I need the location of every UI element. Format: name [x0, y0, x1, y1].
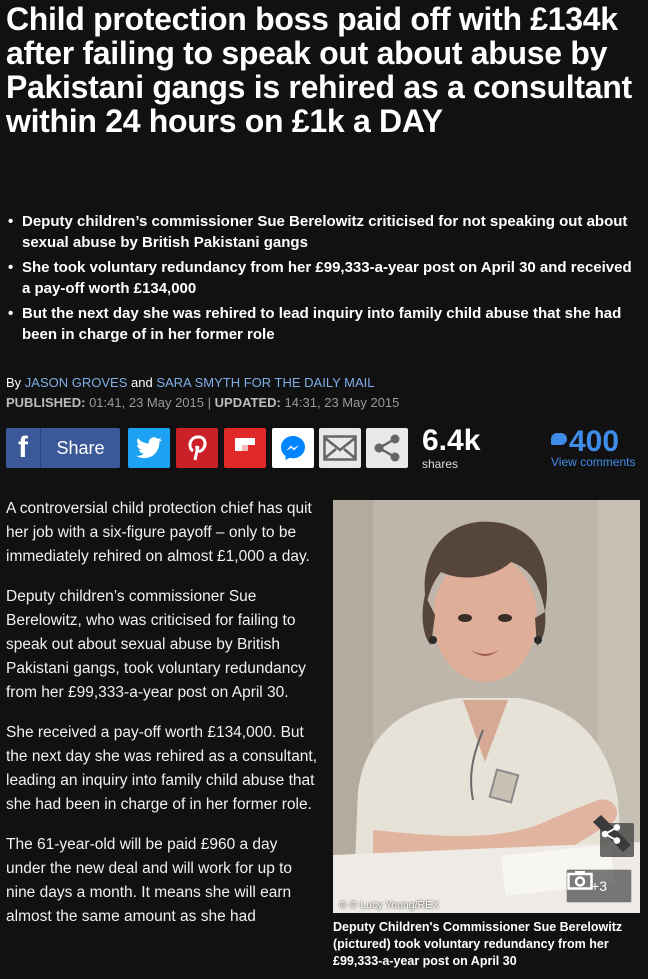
messenger-share-button[interactable] [272, 428, 314, 468]
email-share-button[interactable] [319, 428, 361, 468]
comments-count-link[interactable] [551, 426, 619, 458]
paragraph: She received a pay-off worth £134,000. But the next day she was rehired as a consultant, leading an inquiry into family child abuse that she had been in charge of in her former role. [6, 724, 318, 813]
gallery-count: +3 [591, 878, 607, 894]
share-count: 6.4k [422, 424, 481, 457]
twitter-share-button[interactable] [128, 428, 170, 468]
byline-and: and [131, 375, 153, 390]
photo-share-button[interactable] [600, 823, 634, 857]
more-share-button[interactable] [366, 428, 408, 468]
separator: | [207, 395, 212, 410]
bullet-item: • Deputy children’s commissioner Sue Berelowitz criticised for not speaking out about sexual abuse by British Pakistani gangs [8, 211, 638, 253]
portrait-illustration [333, 500, 640, 913]
author-link[interactable]: JASON GROVES [24, 375, 128, 390]
bullet-item: • She took voluntary redundancy from her £99,333-a-year post on April 30 and received a pay-off worth £134,000 [8, 257, 638, 299]
paragraph: Deputy children’s commissioner Sue Berelowitz, who was criticised for failing to speak out about sexual abuse by British Pakistani gangs, took voluntary redundancy from her £99,333-a-year post on April 30. [6, 588, 306, 701]
article-figure [333, 500, 640, 970]
updated-value: 14:31, 23 May 2015 [284, 395, 400, 410]
published-label: PUBLISHED: [6, 395, 86, 410]
flipboard-icon [233, 436, 257, 460]
pinterest-share-button[interactable] [176, 428, 218, 468]
messenger-icon [279, 434, 307, 462]
photo-credit: © © Lucy Young/REX [339, 899, 440, 911]
author-link[interactable]: SARA SMYTH FOR THE DAILY MAIL [156, 375, 375, 390]
share-icon [600, 823, 622, 845]
flipboard-share-button[interactable] [224, 428, 266, 468]
camera-icon [567, 870, 593, 890]
comments-count: 400 [569, 425, 620, 458]
twitter-icon [136, 437, 162, 459]
publish-info [6, 394, 399, 412]
headline: Child protection boss paid off with £134k after failing to speak out about abuse by Pakistani gangs is rehired as a consultant within 24 hours on £1k a DAY [6, 1, 632, 139]
share-bar [6, 424, 646, 472]
bullet-item: • But the next day she was rehired to lead inquiry into family child abuse that she had been in charge of in her former role [8, 303, 638, 345]
updated-label: UPDATED: [214, 395, 281, 410]
share-count-label: shares [422, 457, 459, 471]
paragraph: A controversial child protection chief has quit her job with a six-figure payoff – only to be immediately rehired on almost £1,000 a day. [6, 500, 312, 565]
comment-bubble-icon [551, 433, 567, 445]
pinterest-icon [186, 434, 208, 462]
article-photo[interactable] [333, 500, 640, 913]
facebook-icon: f [6, 428, 41, 468]
byline-by: By [6, 375, 22, 390]
view-comments-link[interactable]: View comments [551, 455, 636, 469]
paragraph: The 61-year-old will be paid £960 a day under the new deal and will work for up to nine days a month. It means she will earn almost the same amount as she had [6, 836, 293, 925]
byline [6, 374, 375, 392]
mail-icon [323, 435, 357, 461]
article-body [6, 497, 318, 945]
summary-bullets [8, 211, 638, 349]
facebook-share-label: Share [56, 437, 105, 458]
photo-gallery-button[interactable] [566, 869, 632, 903]
facebook-share-button[interactable] [6, 428, 120, 468]
photo-caption: Deputy Children's Commissioner Sue Berelowitz (pictured) took voluntary redundancy from her £99,333-a-year post on April 30 [333, 920, 623, 968]
share-icon [372, 433, 402, 463]
published-value: 01:41, 23 May 2015 [89, 395, 204, 410]
